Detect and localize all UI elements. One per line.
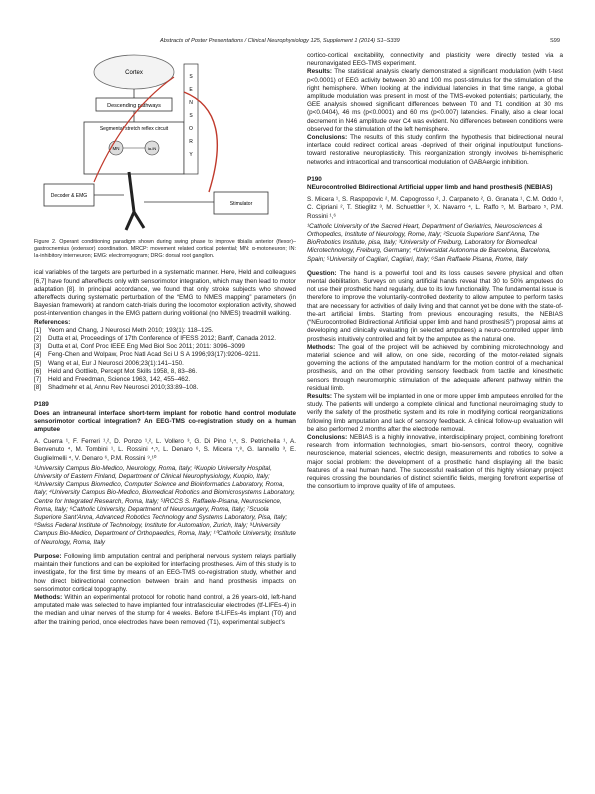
reference-text: Shadmehr et al, Annu Rev Neurosci 2010;33:89–108. xyxy=(48,384,199,392)
leg-figure xyxy=(126,172,144,230)
results-p189: Results: The statistical analysis clearly demonstrated a significant modulation (with t-test p<0.0001) of EEG activity between 30 and 100 ms post-stimulus for the stimulation of the right hemisphere. When looking at the individual latencies in that time range, a global amplitude modulation was present in most of the TMS-evoked potentials; particularly, the GEE analysis showed significant differences between T0 and T1 condition at 30 ms (p<0.0404), 46 ms (p<0.0001) and 60 ms (p<0.007) latencies. Finally, also a clear local decrement in N46 amplitude over C4 was evident. No differences between conditions were observed for the stimulation of the left hemisphere. xyxy=(307,68,563,133)
reference-item xyxy=(34,368,296,376)
reference-item xyxy=(34,327,296,335)
affiliations-p190: ¹Catholic University of the Sacred Heart, Department of Geriatrics, Neurosciences & Orthopedics, Institute of Neurology, Rome, Italy; ²Scuola Superiore Sant'Anna, The BioRobotics Institute, pisa, Italy; ³University of Freiburg, Laboratory for Biomedical Microtechnology, Freiburg, Germany; ⁴Universidat Autonoma de Barcelona, Barcelona, Spain; ⁵University of Cagliari, Cagliari, Italy; ⁶San Raffaele Pisana, Rome, Italy xyxy=(307,222,551,263)
reference-text: Yeom and Chang, J Neurosci Meth 2010; 193(1): 118–125. xyxy=(48,326,214,334)
descending-label: Descending pathways xyxy=(107,103,161,109)
right-column xyxy=(307,52,563,491)
conclusions-p190: Conclusions: NEBIAS is a highly innovative, interdisciplinary project, combining forefront research from information technologies, smart bio-sensors, control theory, cognitive neuroscience, material sciences, electric design, measurements and robotics to solve a major social problem: the development of a prosthetic hand displaying all the basic features of a real human hand. The successful realisation of this highly visionary project requires crossing the boundaries of distinct scientific fields, merging forefront expertise of the consortium to improve quality of life of amputees. xyxy=(307,433,563,491)
segmental-label: Segmental stretch reflex circuit xyxy=(99,126,169,132)
left-column xyxy=(34,52,296,627)
reference-item xyxy=(34,335,296,343)
running-header xyxy=(160,38,560,44)
reference-text: Dutta et al, Conf Proc IEEE Eng Med Biol Soc 2011; 2011: 3096–3099 xyxy=(48,343,245,351)
references-heading: References: xyxy=(34,318,71,326)
figure-caption: Figure 2. Operant conditioning paradigm shown during swing phase to improve tibialis anterior (flexor)–gastrocnemius (extensor) coordination. MRCP: movement related cortical potential; MN: α-motoneuron; IN: Ia-inhibitory interneuron; EMG: electromyogram; DRG: dorsal root ganglion. xyxy=(34,239,296,259)
reference-number: [7] xyxy=(34,376,42,384)
reference-number: [5] xyxy=(34,359,42,367)
decoder-label: Decoder & EMG xyxy=(50,193,88,199)
page-number: S99 xyxy=(550,38,560,44)
ia-label: Ia-IN xyxy=(147,146,157,151)
sensory-letter: E xyxy=(189,87,193,93)
reference-number: [3] xyxy=(34,343,42,351)
reference-number: [6] xyxy=(34,367,42,375)
sensory-letter: N xyxy=(189,100,193,106)
reference-item xyxy=(34,360,296,368)
reference-number: [8] xyxy=(34,384,42,392)
stimulator-label: Stimulator xyxy=(229,201,253,207)
reference-text: Wang et al, Eur J Neurosci 2006;23(1):141–150. xyxy=(48,359,184,367)
abstract-title-p189: Does an intraneural interface short-term implant for robotic hand control modulate sensorimotor cortical integration? An EEG-TMS co-registration study on a human amputee xyxy=(34,409,296,434)
authors-p190: S. Micera ¹, S. Raspopovic ², M. Capogrosso ², J. Carpaneto ², G. Granata ¹, C.M. Oddo ², C. Cipriani ², T. Stieglitz ³, M. Schuettler ³, X. Navarro ⁴, L. Raffo ⁵, M. Barbaro ⁵, P.M. Rossini ¹,⁶ xyxy=(307,196,563,220)
references-list xyxy=(34,327,296,393)
sensory-letter: S xyxy=(189,74,193,80)
methods-p189: Methods: Within an experimental protocol for robotic hand control, a 26 years-old, left-hand amputated male was selected to have implanted four intrafascicular electrodes (tf-LIFEs-4) in the median and ulnar nerves of the stump for 4 weeks. Before tf-LIFEs-4s implant (T0) and after the training period, once electrodes have been removed (T1), experimental subject's xyxy=(34,593,296,626)
results-p190: Results: The system will be implanted in one or more upper limb amputees enrolled for the study. The patients will undergo a complete clinical and functional neuroimaging study to verify the safety of the prosthetic system and its role in modifying cortical reorganizations following limb amputation and lack of sensory feedback. A clinical follow-up evaluation will be also performed 2 months after the electrode removal. xyxy=(307,392,563,433)
abstract-number-p189: P189 xyxy=(34,401,49,409)
mn-label: MN xyxy=(112,146,120,151)
operant-conditioning-diagram xyxy=(34,52,296,237)
reference-text: Held and Gottlieb, Percept Mot Skills 1958, 8, 83–86. xyxy=(48,367,198,375)
sensory-letter: R xyxy=(189,139,193,145)
conclusions-p189: Conclusions: The results of this study confirm the hypothesis that bidirectional neural interface could redirect cortical areas -deprived of their original input/output functions- toward restorative neuroplasticity. This reorganization strongly involves bi-hemispheric networks and intracortical and transcortical modulation of GABAergic inhibition. xyxy=(307,134,564,166)
question-p190: Question: The hand is a powerful tool and its loss causes severe physical and often mental debilitation. Surveys on using artificial hands reveal that 30 to 50% amputees do not use their prosthetic hand regularly, due to its low functionality. The fundamental issue is therefore to improve the voluntarily-controlled dexterity to allow amputee to perform tasks that are necessary for activities of daily living and that cannot yet be done with the state-of-the-art artificial limbs. Starting from previous encouraging results, the NEBIAS (“NEurocontrolled BIdirectional Artificial upper limb and hand prosthesiS”) proposal aims at developing and clinically evaluating (in selected amputees) a neuro-controlled upper limb prosthesis intuitively controlled and felt by the amputee as the natural one. xyxy=(307,269,563,343)
authors-p189: A. Cuerra ¹, F. Ferreri ¹,², D. Ponzo ¹,², L. Vollero ³, G. Di Pino ¹,⁴, S. Petrichella ¹, A. Benvenuto ⁴, M. Tombini ¹, L. Rossini ⁴,⁵, L. Denaro ⁶, S. Micera ⁷,⁸, G. Iannello ³, E. Guglielmelli ⁴, V. Denaro ⁶, P.M. Rossini ⁹,¹⁰ xyxy=(34,438,296,462)
reference-text: Dutta et al, Proceedings of 17th Conference of IFESS 2012; Banff, Canada 2012. xyxy=(48,335,277,343)
methods-p190: Methods: The goal of the project will be achieved by combining microtechnology and material science and will allow, on one side, recording of the motor-related signals governing the actions of the amputated hand/arm for the motion control of a mechanical prosthesis, and on the other providing sensory feedback from tactile and kinesthetic sensors through neuromorphic stimulation of the adequate afferent pathway within the residual limb. xyxy=(307,343,563,392)
reference-number: [4] xyxy=(34,351,42,359)
reference-text: Held and Freedman, Science 1963, 142, 455–462. xyxy=(48,376,191,384)
continuation-p189: cortico-cortical excitability, connectivity and plasticity were directly tested via a neuronavigated EEG-TMS experiment. xyxy=(307,52,563,68)
reference-number: [1] xyxy=(34,326,42,334)
sensory-letter: Y xyxy=(189,152,193,158)
cortex-label: Cortex xyxy=(125,70,143,76)
abstract-number-p190: P190 xyxy=(307,175,322,183)
sensory-letter: O xyxy=(189,126,193,132)
figure-2 xyxy=(34,52,296,237)
abstract-title-p190: NEurocontrolled BIdirectional Artificial upper limb and hand prosthesiS (NEBIAS) xyxy=(307,184,553,192)
reference-item xyxy=(34,384,296,392)
sensory-letter: S xyxy=(189,113,193,119)
reference-text: Feng-Chen and Wolpaw, Proc Natl Acad Sci U S A 1996;93(17):9206–9211. xyxy=(48,351,261,359)
journal-citation: Abstracts of Poster Presentations / Clinical Neurophysiology 125, Supplement 1 (2014) S1–S339 xyxy=(160,38,400,44)
reference-item xyxy=(34,376,296,384)
intro-paragraph: ical variables of the targets are perturbed in a systematic manner. Here, Held and colleagues [6,7] have found aftereffects only with sensorimotor integration, which may then lead to motor adaptation [8]. In principal accordance, we found that only stroke subjects who showed aftereffects during systematic perturbation of the “EMG to NMES mapping” parameters (in Bayesian framework) at random catch-trials during the locomotor exploration activity, showed post-intervention changes in the EMG pattern during volitional (no NMES) treadmill walking. xyxy=(34,269,296,318)
reference-item xyxy=(34,351,296,359)
reference-item xyxy=(34,343,296,351)
affiliations-p189: ¹University Campus Bio-Medico, Neurology, Roma, Italy; ²Kuopio University Hospital, University of Eastern Finland, Department of Clinical Neurophysiology, Kuopio, Italy; ³University Campus Biomedico, Computer Science and Bioinformatics Laboratory, Roma, Italy; ⁴University Campus Bio-Medico, Biomedical Robotics and Biomicrosystems Laboratory, Centre for Integrated Research, Roma, Italy; ⁵IRCCS S. Raffaele-Pisana, Neuroscience, Roma, Italy; ⁶Catholic University, Department of Neurosurgery, Roma, Italy; ⁷Scuola Superiore Sant'Anna, Advanced Robotics Technology and Systems Laboratory, Pisa, Italy; ⁸Swiss Federal Institute of Technology, Institute for Automation, Zurich, Italy; ⁹University Campus Bio-Medico, Department of Orthopaedics, Roma, Italy; ¹⁰Catholic University, Institute of Neurology, Roma, Italy xyxy=(34,464,296,546)
reference-number: [2] xyxy=(34,335,42,343)
purpose-p189: Purpose: Following limb amputation central and peripheral nervous system relays partially maintain their functions and can be exploited for interfacing prostheses. Aim of this study is to investigate, for the first time by means of an EEG-TMS co-registration study, whether and how direct bidirectional connection between brain and hand prosthesis impacts on sensorimotor cortical topography. xyxy=(34,552,296,593)
